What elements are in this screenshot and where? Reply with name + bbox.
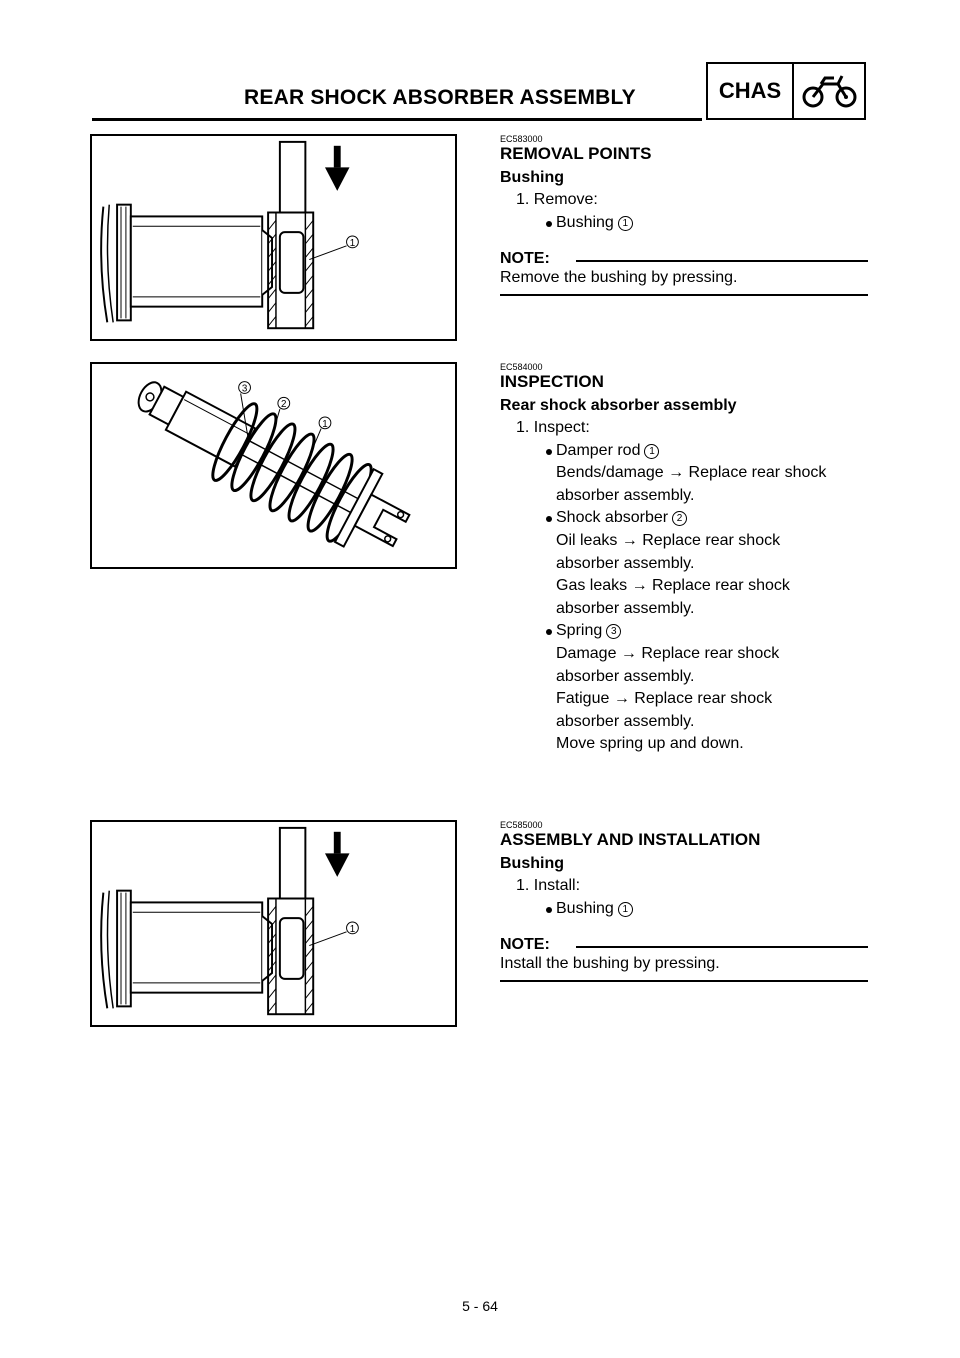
item-detail: absorber assembly. bbox=[556, 486, 695, 504]
item-detail: absorber assembly. bbox=[556, 667, 695, 685]
section-heading: REMOVAL POINTS bbox=[500, 144, 652, 163]
figure-callout-1: 1 bbox=[349, 923, 356, 935]
callout-number: 2 bbox=[672, 511, 687, 526]
section-subheading: Bushing bbox=[500, 855, 564, 872]
section-subheading: Bushing bbox=[500, 169, 564, 186]
section-heading: INSPECTION bbox=[500, 372, 604, 391]
item-detail: absorber assembly. bbox=[556, 712, 695, 730]
section-heading: ASSEMBLY AND INSTALLATION bbox=[500, 830, 761, 849]
bushing-installation-drawing bbox=[92, 822, 455, 1025]
list-item: Spring 3 bbox=[500, 620, 868, 643]
step-text: 1. Install: bbox=[516, 877, 581, 894]
callout-number: 1 bbox=[644, 444, 659, 459]
item-detail: Gas leaks → Replace rear shock bbox=[556, 577, 790, 595]
note-box bbox=[500, 250, 868, 296]
step-text: 1. Remove: bbox=[516, 191, 598, 208]
section-code: EC583000 bbox=[500, 134, 543, 144]
removal-section bbox=[500, 134, 868, 234]
step-text: 1. Inspect: bbox=[516, 419, 590, 436]
section-tag: CHAS bbox=[708, 64, 794, 118]
header-rule bbox=[92, 118, 702, 121]
motorcycle-icon bbox=[794, 64, 864, 118]
note-text: Install the bushing by pressing. bbox=[500, 954, 868, 982]
item-detail: Fatigue → Replace rear shock bbox=[556, 690, 773, 708]
note-box bbox=[500, 936, 868, 982]
list-item: Shock absorber 2 bbox=[500, 507, 868, 530]
section-code: EC585000 bbox=[500, 820, 543, 830]
callout-number: 3 bbox=[606, 624, 621, 639]
section-code: EC584000 bbox=[500, 362, 543, 372]
list-item: Bushing 1 bbox=[500, 212, 868, 235]
note-label: NOTE: bbox=[500, 936, 558, 954]
list-item: Damper rod 1 bbox=[500, 440, 868, 463]
callout-number: 1 bbox=[618, 216, 633, 231]
item-detail: Bends/damage → Replace rear shock bbox=[556, 464, 827, 482]
figure-bushing-removal bbox=[90, 134, 457, 341]
item-detail: absorber assembly. bbox=[556, 554, 695, 572]
page-title: REAR SHOCK ABSORBER ASSEMBLY bbox=[244, 86, 636, 109]
shock-absorber-drawing bbox=[92, 364, 455, 567]
inspection-section bbox=[500, 362, 868, 756]
section-subheading: Rear shock absorber assembly bbox=[500, 397, 737, 414]
item-detail: Move spring up and down. bbox=[556, 735, 744, 753]
callout-number: 1 bbox=[618, 902, 633, 917]
figure-callout-1: 1 bbox=[322, 418, 328, 430]
item-detail: Damage → Replace rear shock bbox=[556, 644, 780, 662]
item-detail: Oil leaks → Replace rear shock bbox=[556, 531, 781, 549]
figure-bushing-installation bbox=[90, 820, 457, 1027]
note-text: Remove the bushing by pressing. bbox=[500, 268, 868, 296]
figure-callout-3: 3 bbox=[241, 383, 248, 395]
section-tag-box bbox=[706, 62, 866, 120]
figure-callout-1: 1 bbox=[349, 237, 356, 249]
note-label: NOTE: bbox=[500, 250, 558, 268]
bushing-removal-drawing bbox=[92, 136, 455, 339]
figure-shock-absorber bbox=[90, 362, 457, 569]
item-detail: absorber assembly. bbox=[556, 599, 695, 617]
list-item: Bushing 1 bbox=[500, 898, 868, 921]
assembly-section bbox=[500, 820, 868, 920]
page-number: 5 - 64 bbox=[462, 1298, 498, 1314]
figure-callout-2: 2 bbox=[281, 399, 287, 411]
